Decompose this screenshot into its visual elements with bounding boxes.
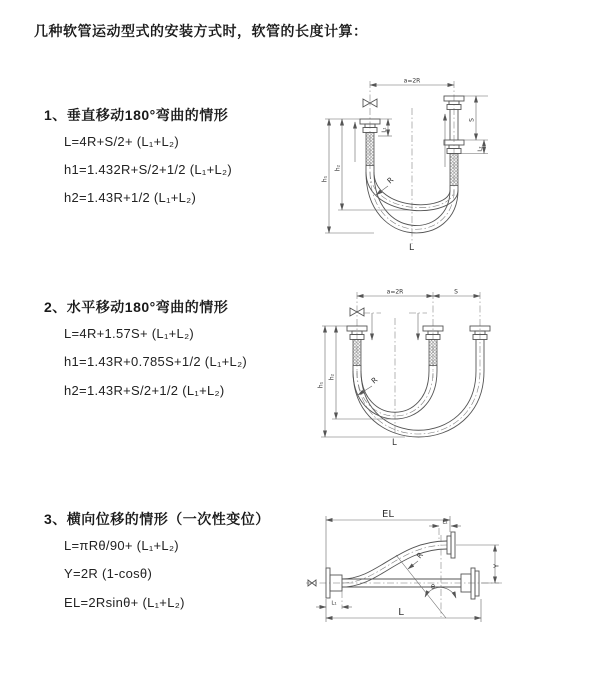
right-hose-braid xyxy=(450,154,458,186)
section-3-heading: 3、横向位移的情形（一次性变位） xyxy=(44,511,270,527)
centerlines xyxy=(370,81,454,244)
dim-label-h2: h₂ xyxy=(334,164,342,172)
section-3-formula-Y: Y=2R (1-cosθ) xyxy=(64,566,153,581)
dim-label-l2: L₂ xyxy=(477,146,484,152)
section-1-formula-L: L=4R+S/2+ (L₁+L₂) xyxy=(64,134,179,149)
dim-label-s: S xyxy=(454,288,458,296)
section-2-formula-h2: h2=1.43R+S/2+1/2 (L₁+L₂) xyxy=(64,383,225,398)
dim-label-h1: h₁ xyxy=(321,175,329,183)
section-1-heading: 1、垂直移动180°弯曲的情形 xyxy=(44,107,229,123)
dim-label-el: EL xyxy=(382,509,394,520)
diagram-lateral-displacement xyxy=(298,495,598,655)
label-l: L xyxy=(392,438,397,448)
dim-label-y: Y xyxy=(492,563,501,569)
left-hose-braid xyxy=(366,133,374,166)
dimension-h2 xyxy=(332,326,398,419)
dim-label-a2r: a=2R xyxy=(386,288,404,296)
label-r: R xyxy=(385,175,396,186)
dimension-l2 xyxy=(429,526,461,540)
label-r: R xyxy=(414,550,425,561)
section-3-formula-EL: EL=2Rsinθ+ (L₁+L₂) xyxy=(64,595,185,610)
label-l: L xyxy=(409,243,415,253)
section-1-formula-h2: h2=1.43R+1/2 (L₁+L₂) xyxy=(64,190,197,205)
section-2-heading: 2、水平移动180°弯曲的情形 xyxy=(44,299,229,315)
middle-hose-braid xyxy=(429,340,437,366)
dim-label-s: S xyxy=(468,118,476,122)
dimension-s xyxy=(464,96,488,140)
section-3-formula-L: L=πRθ/90+ (L₁+L₂) xyxy=(64,538,179,553)
dim-label-l2: L₂ xyxy=(442,519,448,526)
r-leader-line xyxy=(376,186,388,195)
dim-label-l: L xyxy=(398,607,404,618)
section-2-formula-L: L=4R+1.57S+ (L₁+L₂) xyxy=(64,326,195,341)
section-1-formula-h1: h1=1.432R+S/2+1/2 (L₁+L₂) xyxy=(64,162,232,177)
right-flange xyxy=(461,568,479,599)
dim-label-l1: L₁ xyxy=(331,600,337,607)
diagram-vertical-180-bend xyxy=(312,72,590,258)
r-leader-line xyxy=(408,561,418,569)
dim-label-a2r: a=2R xyxy=(403,77,421,85)
dim-label-h2: h₂ xyxy=(328,373,336,381)
diagram-horizontal-180-bend xyxy=(310,283,592,455)
left-hose-braid xyxy=(353,340,361,366)
label-r: R xyxy=(369,375,380,386)
dim-label-l1: L₁ xyxy=(381,127,388,133)
hose-displaced-position xyxy=(342,541,447,587)
dimension-l2 xyxy=(459,140,488,154)
label-theta: θ xyxy=(431,583,435,591)
dimension-h1 xyxy=(321,326,405,437)
section-2-formula-h1: h1=1.43R+0.785S+1/2 (L₁+L₂) xyxy=(64,354,248,369)
upper-flange xyxy=(447,532,455,558)
page-title: 几种软管运动型式的安装方式时，软管的长度计算： xyxy=(34,23,368,39)
dim-label-h1: h₁ xyxy=(317,381,325,389)
